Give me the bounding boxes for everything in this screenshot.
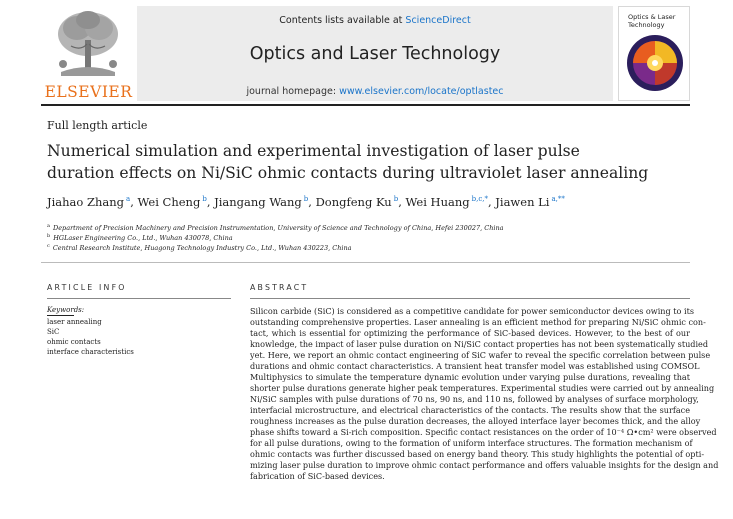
affiliation-mark: a (47, 223, 50, 229)
keyword: ohmic contacts (47, 338, 101, 346)
journal-header (137, 6, 613, 101)
contents-prefix: Contents lists available at (279, 15, 406, 26)
author-name[interactable]: Wei Huang (405, 195, 470, 209)
elsevier-tree-icon (41, 6, 136, 82)
cover-image-icon (625, 33, 685, 93)
abstract-line: Multiphysics to simulate the temperature dynamic evolution under varying pulse durations, revealing that (250, 372, 690, 382)
cover-title: Optics & Laser Technology (628, 13, 676, 29)
affiliation (47, 223, 504, 232)
affiliation-text: Department of Precision Machinery and Precision Instrumentation, University of Science and Technology of China, Hefei 230027, China (52, 224, 504, 232)
affiliation-mark: b (47, 233, 51, 239)
author-affiliation-mark[interactable]: b (303, 195, 309, 203)
abstract-line: interfacial microstructure, and electrical characteristics of the contacts. The results show that the surface (250, 405, 690, 415)
author-list: Jiahao Zhang $^a$, Wei Cheng $^b$, Jiangang Wang $^b$, Dongfeng Ku $^b$, Wei Huang $^{b,c,*}$, Jiawen Li $^{a,**}$ (47, 195, 565, 209)
author-affiliation-mark[interactable]: a (126, 195, 131, 203)
title-line: duration effects on Ni/SiC ohmic contacts during ultraviolet laser annealing (47, 164, 649, 182)
author-name[interactable]: Dongfeng Ku (315, 195, 392, 209)
abstract-line: for all pulse durations, owing to the formation of uniform interface structures. The formation mechanism of (250, 438, 693, 448)
author-name[interactable]: Jiangang Wang (214, 195, 302, 209)
keywords-label: Keywords: (47, 306, 85, 314)
affiliation (47, 243, 352, 252)
author-affiliation-mark[interactable]: b (202, 195, 207, 203)
keyword: laser annealing (47, 318, 102, 326)
journal-title[interactable]: Optics and Laser Technology (249, 44, 501, 64)
abstract-line: Ni/SiC samples with pulse durations of 70 ns, 90 ns, and 110 ns, followed by analyses of surface morphology, (250, 394, 699, 404)
abstract-line: knowledge, the impact of laser pulse duration on Ni/SiC contact properties has not been systematically studied (250, 339, 709, 349)
abstract-line: phase shifts toward a Si-rich composition. Specific contact resistances on the order of 10⁻⁴ Ω•cm² were observed (250, 427, 717, 437)
abstract-line: roughness increases as the pulse duration decreases, the alloyed interface layer becomes thick, and the alloy (250, 416, 701, 426)
homepage-prefix: journal homepage: (246, 86, 340, 97)
abstract-line: shorter pulse durations generate higher peak temperatures. Experimental studies were carried out by annealing (250, 383, 715, 393)
affiliation (47, 233, 233, 242)
abstract-line: durations and ohmic contact characteristics. A transient heat transfer model was established using COMSOL (250, 361, 700, 371)
abstract-line: outstanding comprehensive properties. Laser annealing is an efficient method for preparing Ni/SiC ohmic con- (250, 317, 706, 327)
contents-availability (137, 15, 613, 26)
header-rule (41, 104, 690, 106)
abstract-line: yet. Here, we report an ohmic contact engineering of SiC wafer to reveal the specific correlation between pulse (250, 350, 711, 360)
abstract-heading: ABSTRACT (250, 283, 309, 292)
affiliation-text: Central Research Institute, Huagong Technology Industry Co., Ltd., Wuhan 430223, China (52, 244, 352, 252)
sciencedirect-link[interactable]: ScienceDirect (405, 15, 471, 26)
article-info-heading: ARTICLE INFO (47, 283, 127, 292)
abstract-rule (250, 298, 690, 299)
keywords-underline (47, 315, 74, 316)
journal-cover[interactable] (618, 6, 690, 101)
journal-homepage (137, 86, 613, 97)
author-name[interactable]: Jiawen Li (495, 195, 550, 209)
abstract-line: ohmic contacts was further discussed based on energy band theory. This study highlights the potential of opti- (250, 449, 705, 459)
keyword: interface characteristics (47, 348, 134, 356)
author-name[interactable]: Wei Cheng (137, 195, 201, 209)
publisher-name: ELSEVIER (44, 83, 133, 101)
article-type: Full length article (47, 119, 148, 132)
abstract-line: fabrication of SiC-based devices. (250, 471, 385, 481)
author-affiliation-mark[interactable]: a,** (551, 195, 565, 203)
author-affiliation-mark[interactable]: b (393, 195, 399, 203)
homepage-link[interactable]: www.elsevier.com/locate/optlastec (339, 86, 504, 97)
abstract-line: mizing laser pulse duration to improve ohmic contact performance and offers valuable insights for the design and (250, 460, 719, 470)
abstract-line: Silicon carbide (SiC) is considered as a competitive candidate for power semiconductor devices owing to its (250, 306, 694, 316)
section-divider (41, 262, 690, 263)
author-affiliation-mark[interactable]: b,c,* (471, 195, 488, 203)
article-title (47, 140, 667, 184)
keyword: SiC (47, 328, 60, 336)
abstract-line: tact, which is essential for optimizing the performance of SiC-based devices. However, to the best of our (250, 328, 690, 338)
author-name[interactable]: Jiahao Zhang (47, 195, 125, 209)
affiliation-text: HGLaser Engineering Co., Ltd., Wuhan 430078, China (53, 234, 233, 242)
title-line: Numerical simulation and experimental investigation of laser pulse (47, 142, 580, 160)
elsevier-logo[interactable] (41, 6, 136, 101)
article-info-rule (47, 298, 231, 299)
affiliation-mark: c (47, 243, 50, 249)
